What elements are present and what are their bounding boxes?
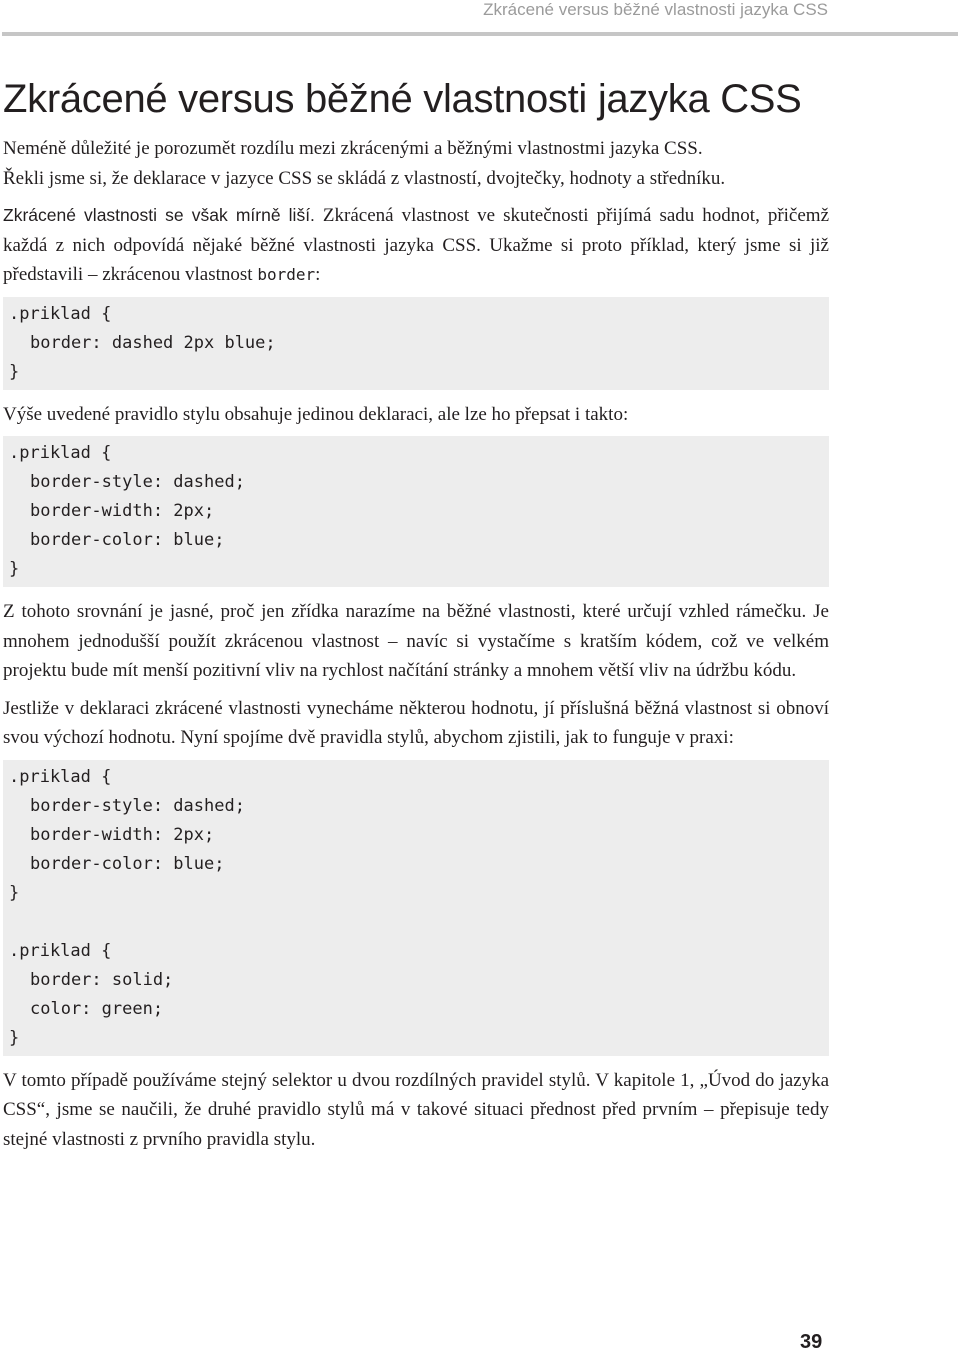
page-number: 39 xyxy=(800,1331,823,1353)
code-block-longhand xyxy=(3,436,829,587)
comparison-paragraph: Z tohoto srovnání je jasné, proč jen zřídka narazíme na běžné vlastnosti, které určují vzhled rámečku. Je mnohem jednodušší použít zkrácenou vlastnost – navíc si vystačíme s kratším kódem, což ve velkém projektu bude mít menší pozitivní vliv na rychlost načítání stránky a mnohem větší vliv na údržbu kódu. xyxy=(3,601,829,681)
shorthand-end: : xyxy=(315,264,321,285)
code-line: .priklad { xyxy=(9,303,112,324)
code-line: } xyxy=(9,361,20,382)
intro-paragraph xyxy=(3,134,829,193)
code-line-blank xyxy=(9,908,829,937)
code-line: border-style: dashed; xyxy=(30,795,245,816)
page-title: Zkrácené versus běžné vlastnosti jazyka CSS xyxy=(3,77,802,121)
code-line: border: dashed 2px blue; xyxy=(30,332,276,353)
page-content xyxy=(3,74,829,1161)
code-line: } xyxy=(9,559,20,579)
omitted-value-paragraph: Jestliže v deklaraci zkrácené vlastnosti vynecháme některou hodnotu, jí příslušná běžná vlastnost si obnoví svou výchozí hodnotu. Nyní spojíme dvě pravidla stylů, abychom zjistili, jak to funguje v praxi: xyxy=(3,697,829,748)
code-line: } xyxy=(9,1027,20,1048)
rewrite-paragraph: Výše uvedené pravidlo stylu obsahuje jedinou deklaraci, ale lze ho přepsat i takto: xyxy=(3,403,629,425)
code-line: border-color: blue; xyxy=(30,530,225,550)
code-line: border: solid; xyxy=(30,969,174,990)
inline-code-border: border xyxy=(257,265,316,284)
shorthand-lead: Zkrácené vlastnosti se však mírně liší. xyxy=(3,205,315,225)
shorthand-text: Zkrácená vlastnost ve skutečnosti přijímá sadu hodnot, přičemž každá z nich odpovídá nějaké běžné vlastnosti jazyka CSS. Ukažme si proto příklad, který jsme si již představili – zkrácenou vlastnost xyxy=(3,205,830,285)
code-line: } xyxy=(9,882,20,903)
shorthand-paragraph xyxy=(3,201,829,290)
code-line: border-color: blue; xyxy=(30,853,225,874)
selector-paragraph: V tomto případě používáme stejný selektor u dvou rozdílných pravidel stylů. V kapitole 1, „Úvod do jazyka CSS“, jsme se naučili, že druhé pravidlo stylů má v takové situaci přednost před prvním – přepisuje tedy stejné vlastnosti z prvního pravidla stylu. xyxy=(3,1069,829,1150)
code-line: border-width: 2px; xyxy=(30,824,215,845)
code-line: .priklad { xyxy=(9,940,112,961)
intro-line-1: Neméně důležité je porozumět rozdílu mezi zkrácenými a běžnými vlastnostmi jazyka CSS. xyxy=(3,138,703,159)
code-line: border-width: 2px; xyxy=(30,501,215,521)
code-line: .priklad { xyxy=(9,443,112,463)
code-block-shorthand xyxy=(3,297,829,390)
intro-line-2: Řekli jsme si, že deklarace v jazyce CSS se skládá z vlastností, dvojtečky, hodnoty a středníku. xyxy=(3,167,726,189)
code-line: color: green; xyxy=(30,998,164,1019)
code-line: .priklad { xyxy=(9,766,112,787)
code-block-combined xyxy=(3,760,829,1056)
header-rule xyxy=(2,32,958,36)
code-line: border-style: dashed; xyxy=(30,472,245,492)
running-header: Zkrácené versus běžné vlastnosti jazyka CSS xyxy=(483,0,828,19)
